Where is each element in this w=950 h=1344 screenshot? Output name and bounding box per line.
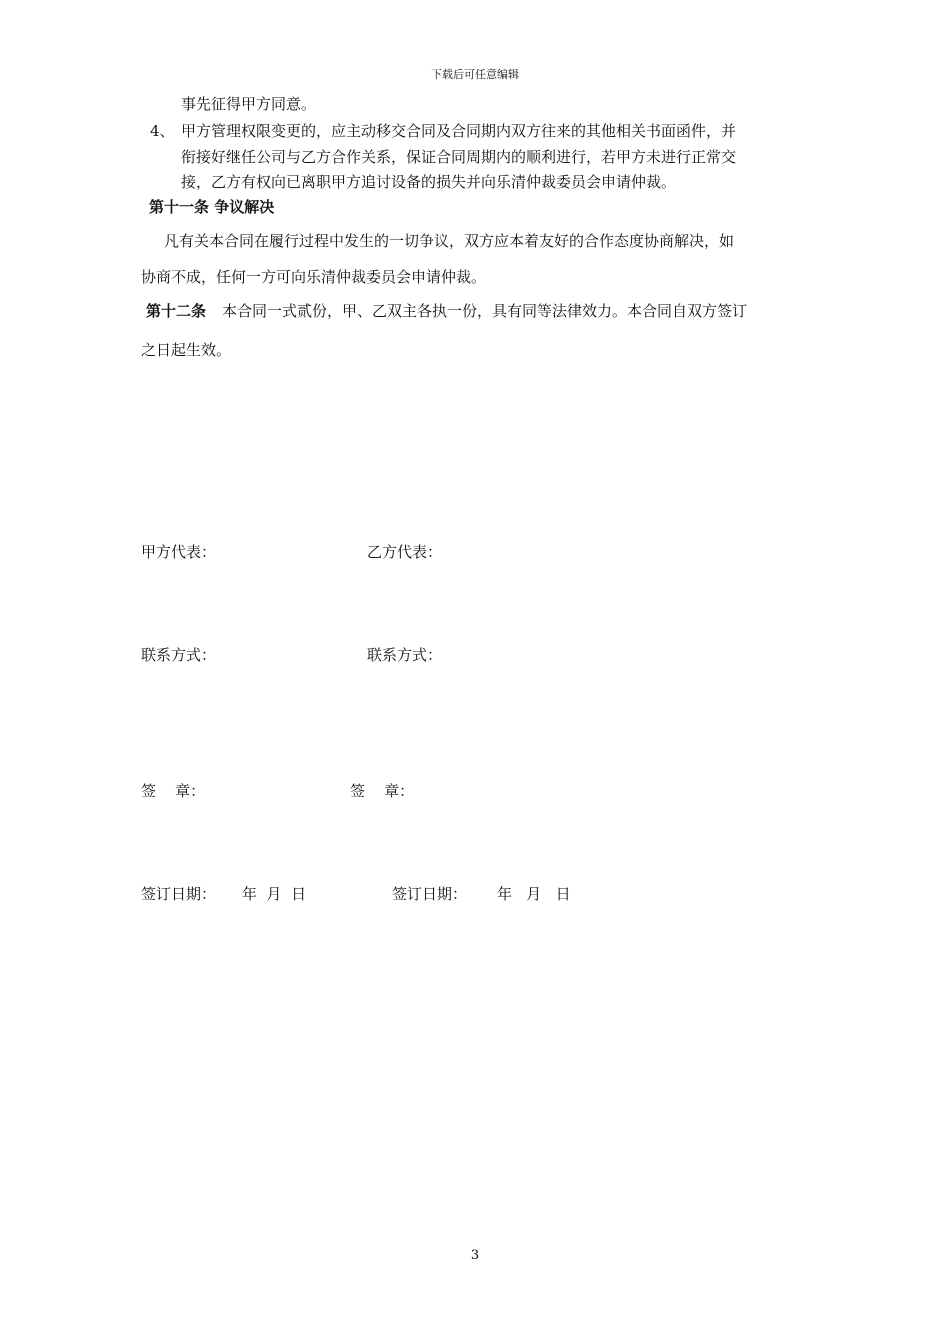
page-number: 3 xyxy=(470,1248,480,1263)
party-a-seal-label: 签 章： xyxy=(141,782,206,800)
party-a-representative-label: 甲方代表： xyxy=(141,543,217,561)
party-b-date-value: 年 月 日 xyxy=(497,885,571,903)
party-b-representative-label: 乙方代表： xyxy=(367,543,443,561)
clause-12-line-2: 之日起生效。 xyxy=(141,341,232,359)
item-4-number: 4、 xyxy=(150,122,175,140)
party-b-contact-label: 联系方式： xyxy=(367,646,443,664)
item-4-line-1: 甲方管理权限变更的，应主动移交合同及合同期内双方往来的其他相关书面函件，并 xyxy=(181,122,737,140)
clause-11-line-1: 凡有关本合同在履行过程中发生的一切争议，双方应本着友好的合作态度协商解决，如 xyxy=(164,232,735,250)
page-header: 下载后可任意编辑 xyxy=(431,68,519,81)
party-a-date-label: 签订日期： xyxy=(141,885,217,903)
party-a-contact-label: 联系方式： xyxy=(141,646,217,664)
clause-12-line-1: 本合同一式贰份，甲、乙双主各执一份，具有同等法律效力。本合同自双方签订 xyxy=(222,302,748,320)
clause-11-heading: 第十一条 争议解决 xyxy=(149,198,275,216)
clause-12-heading: 第十二条 xyxy=(146,302,207,320)
party-b-seal-label: 签 章： xyxy=(350,782,415,800)
party-a-date-value: 年 月 日 xyxy=(242,885,307,903)
item-4-line-2: 衔接好继任公司与乙方合作关系，保证合同周期内的顺利进行，若甲方未进行正常交 xyxy=(181,148,737,166)
clause-11-line-2: 协商不成，任何一方可向乐清仲裁委员会申请仲裁。 xyxy=(141,268,487,286)
clause-10-tail-line: 事先征得甲方同意。 xyxy=(181,95,317,113)
party-b-date-label: 签订日期： xyxy=(392,885,468,903)
item-4-line-3: 接，乙方有权向已离职甲方追讨设备的损失并向乐清仲裁委员会申请仲裁。 xyxy=(181,173,677,191)
